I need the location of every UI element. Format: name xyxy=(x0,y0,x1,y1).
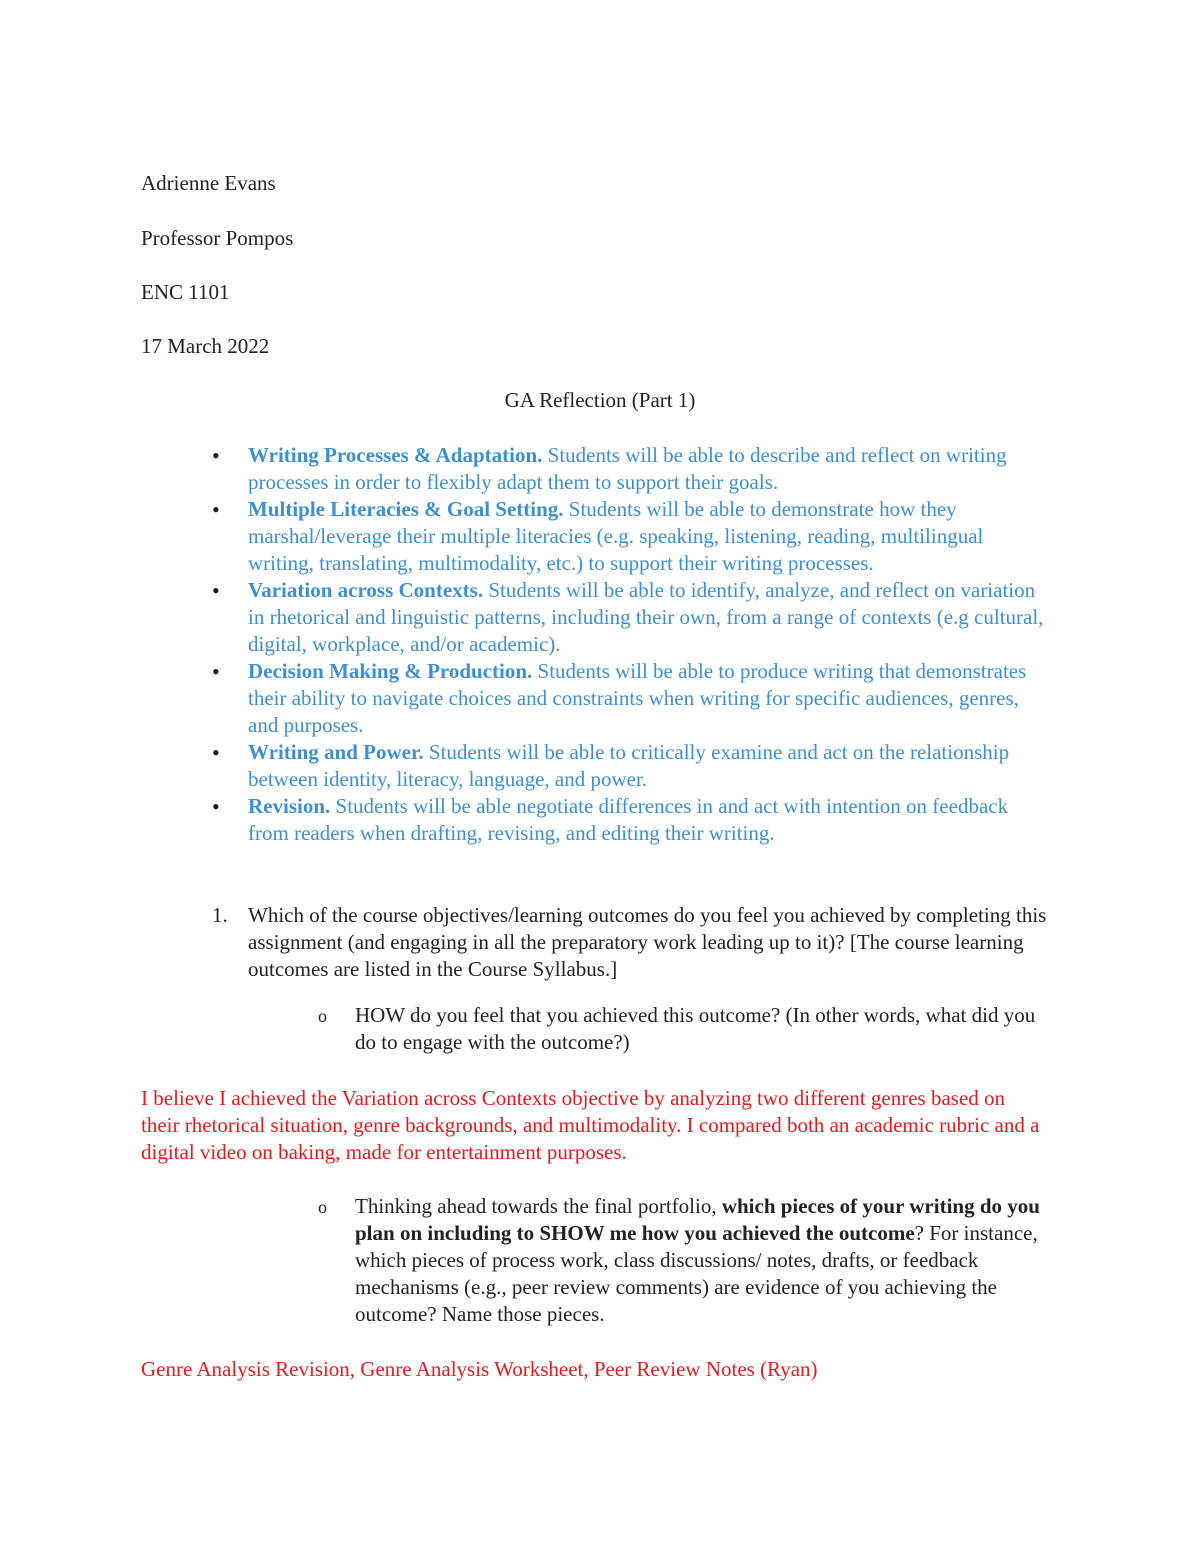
sub-question-text-bold: which pieces of your writing do you plan on including to SHOW me how you achieved the outcome xyxy=(355,1194,1040,1245)
objective-name: Decision Making & Production. xyxy=(248,659,533,683)
bullet-icon: • xyxy=(212,578,220,603)
student-name: Adrienne Evans xyxy=(141,171,276,195)
objective-name: Writing and Power. xyxy=(248,740,424,764)
bullet-icon: • xyxy=(212,497,220,522)
answer-outcome: I believe I achieved the Variation across Contexts objective by analyzing two different genres based on their rhetorical situation, genre backgrounds, and multimodality. I compared both an academic rubric and a digital video on baking, made for entertainment purposes. xyxy=(141,1086,1040,1164)
objective-text: Students will be able to critically examine and act on the relationship between identity, literacy, language, and power. xyxy=(248,740,1010,791)
course-code: ENC 1101 xyxy=(141,280,230,304)
objective-text: Students will be able negotiate differences in and act with intention on feedback from readers when drafting, revising, and editing their writing. xyxy=(248,794,1009,845)
objective-item xyxy=(212,658,1052,739)
objective-item xyxy=(212,793,1052,847)
objective-item xyxy=(212,496,1052,577)
answer-pieces: Genre Analysis Revision, Genre Analysis Worksheet, Peer Review Notes (Ryan) xyxy=(141,1357,818,1381)
sub-question-text xyxy=(318,1193,1058,1328)
circle-bullet-icon: o xyxy=(318,1006,327,1026)
objective-name: Writing Processes & Adaptation. xyxy=(248,443,543,467)
objectives-list xyxy=(212,442,1052,847)
sub-question-how xyxy=(318,1002,1058,1056)
sub-question-text: HOW do you feel that you achieved this outcome? (In other words, what did you do to engage with the outcome?) xyxy=(355,1003,1036,1054)
objective-text: Students will be able to identify, analyze, and reflect on variation in rhetorical and linguistic patterns, including their own, from a range of contexts (e.g cultural, digital, workplace, and/or academic). xyxy=(248,578,1044,656)
objective-text: Students will be able to describe and reflect on writing processes in order to flexibly adapt them to support their goals. xyxy=(248,443,1007,494)
objective-text: Students will be able to demonstrate how they marshal/leverage their multiple literacies (e.g. speaking, listening, reading, multilingual writing, translating, multimodality, etc.) to support their writing processes. xyxy=(248,497,984,575)
objective-item xyxy=(212,577,1052,658)
bullet-icon: • xyxy=(212,740,220,765)
objective-name: Revision. xyxy=(248,794,331,818)
bullet-icon: • xyxy=(212,443,220,468)
circle-bullet-icon: o xyxy=(318,1197,327,1217)
bullet-icon: • xyxy=(212,659,220,684)
professor-name: Professor Pompos xyxy=(141,226,294,250)
objective-text: Students will be able to produce writing that demonstrates their ability to navigate choices and constraints when writing for specific audiences, genres, and purposes. xyxy=(248,659,1027,737)
question-1 xyxy=(212,902,1052,983)
sub-question-text-start: Thinking ahead towards the final portfolio, xyxy=(355,1194,722,1218)
bullet-icon: • xyxy=(212,794,220,819)
sub-question-text-end: ? For instance, which pieces of process work, class discussions/ notes, drafts, or feedback mechanisms (e.g., peer review comments) are evidence of you achieving the outcome? Name those pieces. xyxy=(355,1221,1038,1326)
document-title: GA Reflection (Part 1) xyxy=(504,388,696,412)
objective-name: Multiple Literacies & Goal Setting. xyxy=(248,497,564,521)
sub-question-portfolio xyxy=(318,1193,1058,1328)
date-line: 17 March 2022 xyxy=(141,334,270,358)
objective-name: Variation across Contexts. xyxy=(248,578,484,602)
objective-item xyxy=(212,442,1052,496)
question-text: Which of the course objectives/learning outcomes do you feel you achieved by completing this assignment (and engaging in all the preparatory work leading up to it)? [The course learning outcomes are listed in the Course Syllabus.] xyxy=(248,903,1047,981)
question-number: 1. xyxy=(212,903,228,927)
objective-item xyxy=(212,739,1052,793)
